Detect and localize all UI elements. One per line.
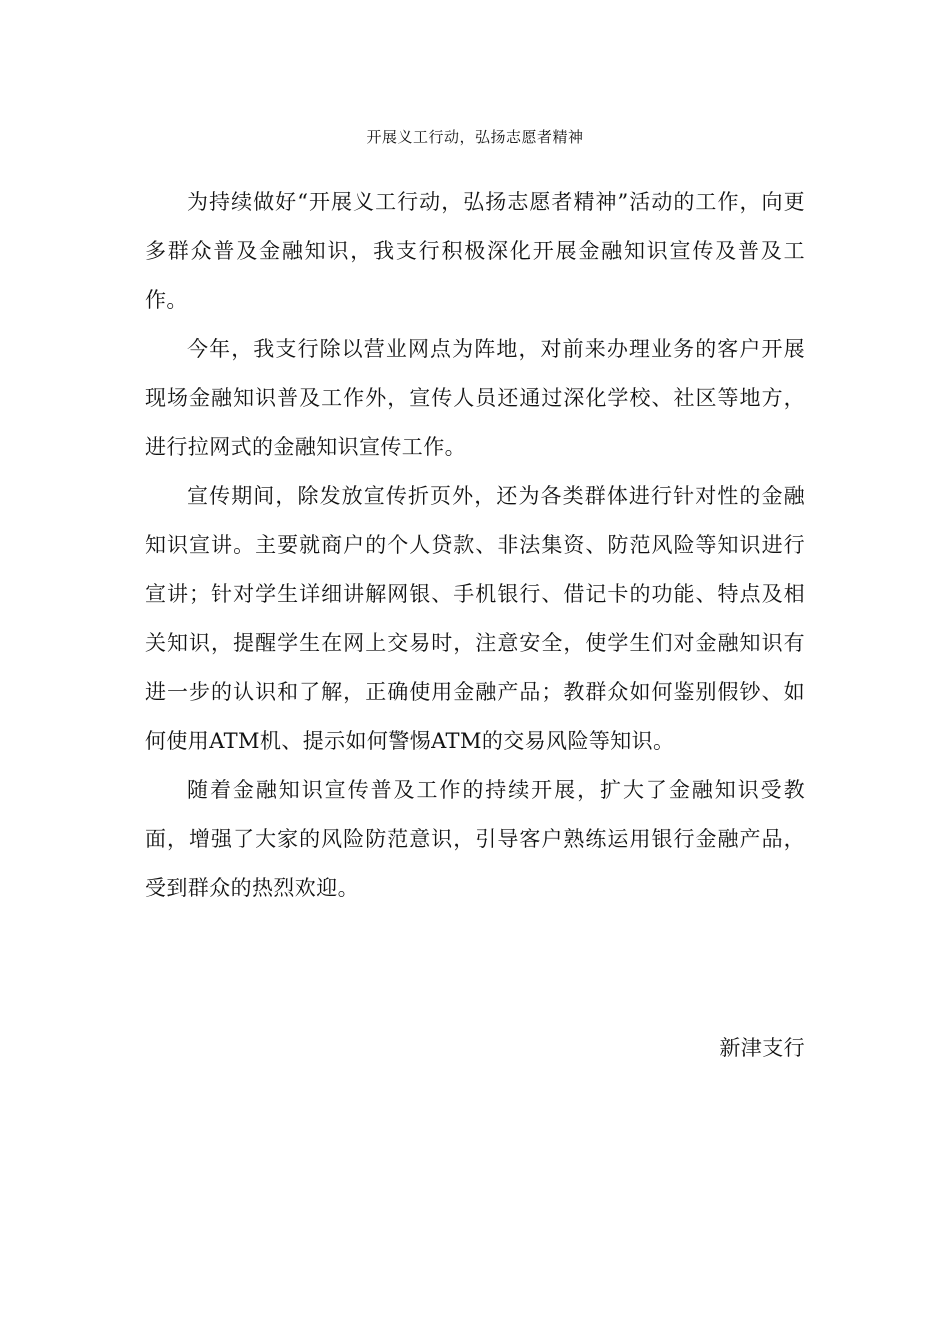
document-title: 开展义工行动，弘扬志愿者精神	[366, 128, 584, 146]
paragraph-1: 为持续做好“开展义工行动，弘扬志愿者精神”活动的工作，向更多群众普及金融知识，我支行积极深化开展金融知识宣传及普及工作。	[145, 190, 805, 312]
signature-branch-name: 新津支行	[719, 1036, 805, 1060]
document-body	[145, 178, 805, 913]
paragraph-3: 宣传期间，除发放宣传折页外，还为各类群体进行针对性的金融知识宣讲。主要就商户的个人贷款、非法集资、防范风险等知识进行宣讲；针对学生详细讲解网银、手机银行、借记卡的功能、特点及相关知识，提醒学生在网上交易时，注意安全，使学生们对金融知识有进一步的认识和了解，正确使用金融产品；教群众如何鉴别假钞、如何使用ATM机、提示如何警惕ATM的交易风险等知识。	[145, 484, 805, 753]
paragraph-2: 今年，我支行除以营业网点为阵地，对前来办理业务的客户开展现场金融知识普及工作外，宣传人员还通过深化学校、社区等地方，进行拉网式的金融知识宣传工作。	[145, 337, 805, 459]
paragraph-4: 随着金融知识宣传普及工作的持续开展，扩大了金融知识受教面，增强了大家的风险防范意识，引导客户熟练运用银行金融产品，受到群众的热烈欢迎。	[145, 778, 805, 900]
